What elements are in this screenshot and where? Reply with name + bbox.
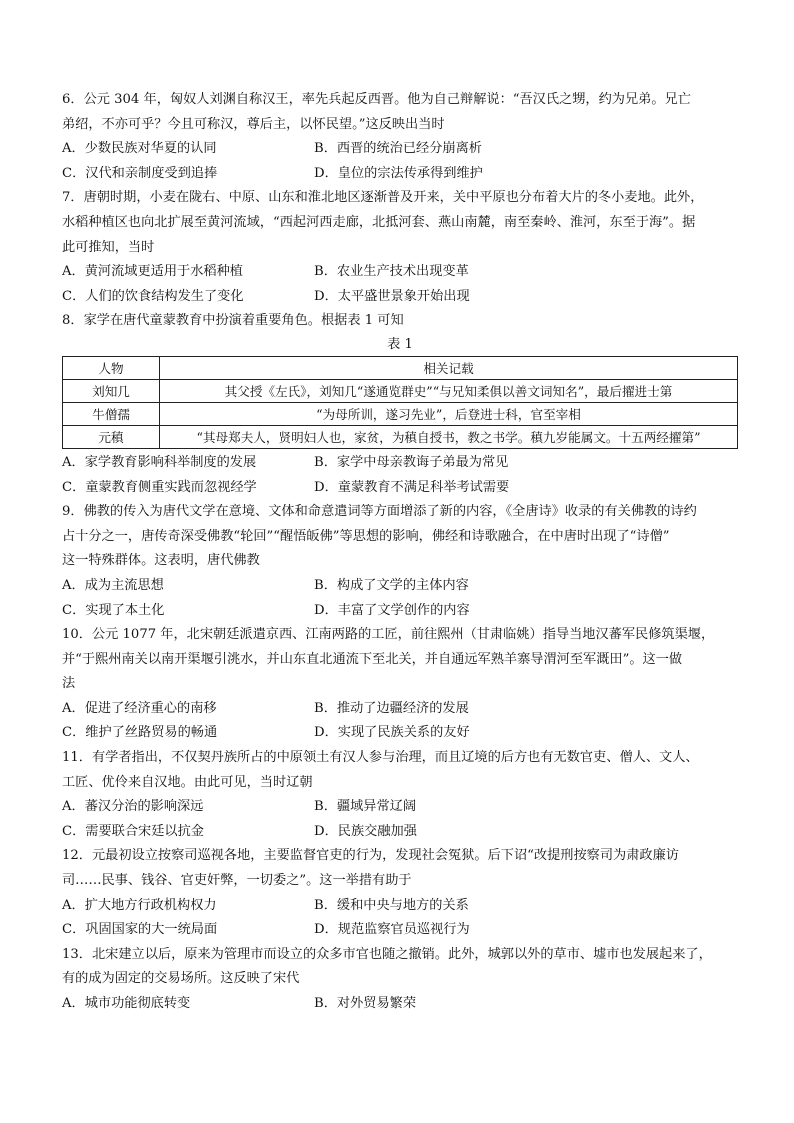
option-d: D．规范监察官员巡视行为 [314,922,470,938]
option-row [62,721,738,746]
table-row [63,425,738,448]
question-stem-line: 11．有学者指出，不仅契丹族所占的中原领土有汉人参与治理，而且辽境的后方也有无数官吏、僧人、文人、 [62,750,699,766]
question-stem-line: 10．公元 1077 年，北宋朝廷派遣京西、江南两路的工匠，前往熙州（甘肃临姚）指导当地汉蕃军民修筑渠堰， [62,627,715,643]
option-d: D．童蒙教育不满足科举考试需要 [314,479,510,495]
option-b: B．西晋的统治已经分崩离析 [314,141,482,157]
question-stem-line: 弟绍，不亦可乎？今且可称汉，尊后主，以怀民望。”这反映出当时 [62,116,445,132]
question-stem-line: 有的成为固定的交易场所。这反映了宋代 [62,971,300,987]
question-12 [62,844,738,942]
question-7 [62,186,738,309]
option-d: D．实现了民族关系的友好 [314,725,470,741]
question-9 [62,500,738,623]
question-10 [62,623,738,746]
question-stem-line: 水稻种植区也向北扩展至黄河流域，“西起河西走廊，北抵河套、燕山南麓，南至秦岭、淮河，东至于海”。据 [62,214,696,230]
option-b: B．家学中母亲教诲子弟最为常见 [314,454,509,470]
table-row [63,402,738,425]
table-header-cell: 人物 [63,356,160,379]
option-row [62,285,738,310]
table-cell-person: 刘知几 [63,379,160,402]
option-a: A．黄河流域更适用于水稻种植 [62,264,243,280]
option-row [62,894,738,919]
option-a: A．家学教育影响科举制度的发展 [62,454,257,470]
option-a: A．促进了经济重心的南移 [62,700,217,716]
question-stem-line: 13．北宋建立以后，原来为管理市而设立的众多市官也随之撤销。此外，城郭以外的草市、墟市也发展起来了， [62,946,712,962]
option-b: B．缓和中央与地方的关系 [314,897,469,913]
option-c: C．巩固国家的大一统局面 [62,922,218,938]
option-row [62,918,738,943]
option-row [62,795,738,820]
option-c: C．实现了本土化 [62,602,165,618]
option-row [62,451,738,476]
table-cell-record: “为母所训，遂习先业”，后登进士科，官至宰相 [160,402,738,425]
option-a: A．城市功能彻底转变 [62,996,191,1011]
table-caption: 表 1 [387,336,413,352]
option-row [62,476,738,501]
option-c: C．人们的饮食结构发生了变化 [62,288,244,304]
option-c: C．童蒙教育侧重实践而忽视经学 [62,479,257,495]
option-row [62,260,738,285]
option-b: B．对外贸易繁荣 [314,996,417,1011]
option-row [62,697,738,722]
question-stem-line: 12．元最初设立按察司巡视各地，主要监督官吏的行为，发现社会冤狱。后下诏“改提刑按察司为肃政廉访 [62,848,679,864]
option-c: C．维护了丝路贸易的畅通 [62,725,218,741]
table-cell-person: 元稹 [63,425,160,448]
question-stem-line: 此可推知，当时 [62,239,155,255]
option-a: A．扩大地方行政机构权力 [62,897,217,913]
exam-page [62,88,738,1017]
question-stem-line: 7．唐朝时期，小麦在陇右、中原、山东和淮北地区逐渐普及开来，关中平原也分布着大片的冬小麦地。此外， [62,190,704,206]
question-stem-line: 并“于熙州南关以南开渠堰引洮水，并山东直北通流下至北关，并自通远军熟羊寨导渭河至军溉田”。这一做 [62,651,683,667]
option-b: B．疆域异常辽阔 [314,799,417,815]
option-a: A．蕃汉分治的影响深远 [62,799,204,815]
option-row [62,820,738,845]
table-header-row [63,356,738,379]
question-stem-line: 这一特殊群体。这表明，唐代佛教 [62,553,260,569]
question-6 [62,88,738,186]
option-b: B．推动了边疆经济的发展 [314,700,469,716]
option-b: B．构成了文学的主体内容 [314,577,469,593]
option-d: D．太平盛世景象开始出现 [314,288,470,304]
option-row [62,162,738,187]
question-stem-line: 占十分之一，唐传奇深受佛教“轮回”“醒悟皈佛”等思想的影响，佛经和诗歌融合，在中唐时出现了“诗僧” [62,528,670,544]
question-stem-line: 8．家学在唐代童蒙教育中扮演着重要角色。根据表 1 可知 [62,313,404,329]
option-a: A．成为主流思想 [62,577,164,593]
table-cell-person: 牛僧孺 [63,402,160,425]
option-d: D．丰富了文学创作的内容 [314,602,470,618]
option-c: C．汉代和亲制度受到追捧 [62,165,218,181]
option-row [62,599,738,624]
option-d: D．民族交融加强 [314,823,417,839]
table-cell-record: “其母郑夫人，贤明妇人也，家贫，为稹自授书，教之书学。稹九岁能属文。十五两经擢第” [160,425,738,448]
question-stem-line: 司……民事、钱谷、官吏奸弊，一切委之”。这一举措有助于 [62,873,412,889]
question-13 [62,943,738,1017]
option-row [62,137,738,162]
option-c: C．需要联合宋廷以抗金 [62,823,204,839]
option-b: B．农业生产技术出现变革 [314,264,469,280]
question-stem-line: 9．佛教的传入为唐代文学在意境、文体和命意遣词等方面增添了新的内容，《全唐诗》收录的有关佛教的诗约 [62,504,697,520]
question-stem-line: 6．公元 304 年，匈奴人刘渊自称汉王，率先兵起反西晋。他为自己辩解说：“吾汉氏之甥，约为兄弟。兄亡 [62,92,691,107]
table-cell-record: 其父授《左氏》，刘知几“遂通览群史”“与兄知柔俱以善文词知名”，最后擢进士第 [160,379,738,402]
option-row [62,574,738,599]
question-8 [62,309,738,500]
question-11 [62,746,738,844]
option-d: D．皇位的宗法传承得到维护 [314,165,483,181]
option-row [62,992,738,1017]
option-a: A．少数民族对华夏的认同 [62,141,217,157]
table-header-cell: 相关记载 [160,356,738,379]
table-row [63,379,738,402]
question-stem-line: 工匠、优伶来自汉地。由此可见，当时辽朝 [62,774,313,790]
question-stem-line: 法 [62,676,76,692]
records-table [62,356,738,449]
